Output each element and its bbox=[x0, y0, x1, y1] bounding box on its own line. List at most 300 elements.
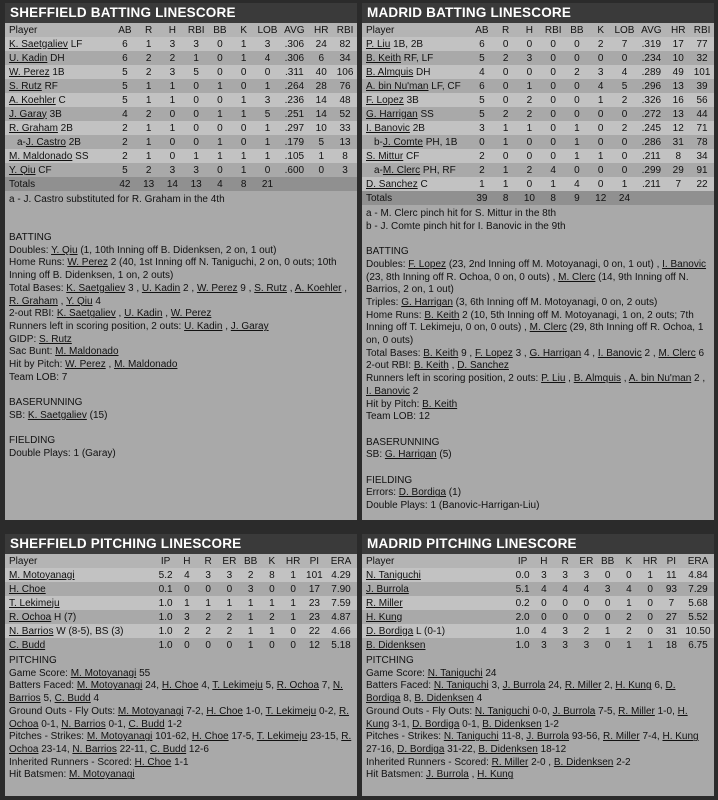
stat-cell: 1 bbox=[137, 37, 161, 51]
stat-cell: 1 bbox=[184, 51, 208, 65]
player-link[interactable]: Y. Qiu bbox=[51, 244, 78, 256]
stat-cell: 1 bbox=[240, 610, 261, 624]
player-link[interactable]: J. Burrola bbox=[502, 680, 546, 692]
stat-cell: 8 bbox=[494, 191, 518, 205]
table-row bbox=[5, 610, 357, 624]
stat-cell: 1 bbox=[240, 596, 261, 610]
stat-cell: 0 bbox=[533, 596, 554, 610]
stat-cell: 1 bbox=[137, 93, 161, 107]
player-link[interactable]: W. Perez bbox=[9, 66, 50, 78]
player-link[interactable]: T. Lekimeju bbox=[265, 705, 317, 717]
stat-cell: 4 bbox=[618, 582, 639, 596]
stat-cell: 16 bbox=[666, 93, 690, 107]
stat-cell: 23 bbox=[304, 610, 325, 624]
player-link[interactable]: N. Taniguchi bbox=[427, 667, 483, 679]
player-link[interactable]: H. Kung bbox=[366, 611, 403, 623]
table-row bbox=[5, 163, 357, 177]
stat-cell: 1 bbox=[283, 596, 304, 610]
stat-cell: 5.18 bbox=[325, 638, 357, 652]
table-row bbox=[362, 624, 714, 638]
stat-cell: 0 bbox=[518, 135, 542, 149]
player-link[interactable]: M. Motoyanagi bbox=[86, 731, 153, 743]
player-link[interactable]: T. Lekimeju bbox=[9, 597, 60, 609]
player-link[interactable]: W. Perez bbox=[196, 282, 238, 294]
player-cell: D. Bordiga L (0-1) bbox=[362, 624, 512, 638]
column-header: BB bbox=[597, 554, 618, 568]
table-row bbox=[5, 37, 357, 51]
stat-cell: .272 bbox=[636, 107, 666, 121]
stat-cell: 4.84 bbox=[682, 568, 714, 582]
player-link[interactable]: F. Lopez bbox=[408, 258, 447, 270]
stat-cell: 6 bbox=[470, 79, 494, 93]
stat-cell: .211 bbox=[636, 149, 666, 163]
player-link[interactable]: W. Perez bbox=[67, 257, 108, 269]
stat-cell: 0 bbox=[541, 93, 565, 107]
stat-cell: 10 bbox=[666, 51, 690, 65]
stat-cell: .211 bbox=[636, 177, 666, 191]
stat-cell: 2 bbox=[618, 624, 639, 638]
table-row bbox=[362, 638, 714, 652]
stat-cell: 39 bbox=[470, 191, 494, 205]
stat-cell: 3 bbox=[533, 568, 554, 582]
player-link[interactable]: M. Maldonado bbox=[114, 359, 178, 371]
stat-cell: 8 bbox=[232, 177, 256, 191]
player-link[interactable]: H. Choe bbox=[206, 705, 243, 717]
stat-cell: 3 bbox=[555, 568, 576, 582]
stat-cell: 1 bbox=[232, 51, 256, 65]
stat-cell: 0 bbox=[565, 79, 589, 93]
player-link[interactable]: J. Garay bbox=[230, 321, 269, 332]
table-row bbox=[5, 121, 357, 135]
player-link[interactable]: J. Burrola bbox=[526, 731, 570, 743]
stat-cell: 0 bbox=[541, 135, 565, 149]
player-link[interactable]: A. Koehler bbox=[9, 94, 56, 106]
player-link[interactable]: B. Keith bbox=[423, 347, 459, 359]
player-link[interactable]: Y. Qiu bbox=[9, 164, 36, 176]
player-link[interactable]: P. Liu bbox=[541, 373, 566, 385]
stat-cell: 3 bbox=[576, 638, 597, 652]
player-link[interactable]: M. Motoyanagi bbox=[9, 569, 75, 581]
stat-cell bbox=[636, 191, 666, 205]
stat-cell: 13 bbox=[666, 107, 690, 121]
stat-cell: 13 bbox=[666, 79, 690, 93]
column-header: IP bbox=[155, 554, 176, 568]
column-header: ERA bbox=[325, 554, 357, 568]
player-cell: P. Liu 1B, 2B bbox=[362, 37, 470, 51]
column-header: H bbox=[161, 23, 185, 37]
player-link[interactable]: R. Miller bbox=[618, 705, 655, 717]
stat-cell: 71 bbox=[690, 121, 714, 135]
player-link[interactable]: K. Saetgaliev bbox=[56, 308, 116, 320]
stat-cell: 0 bbox=[613, 149, 637, 163]
stat-cell bbox=[666, 191, 690, 205]
table-row bbox=[362, 107, 714, 121]
stat-cell: 3 bbox=[184, 37, 208, 51]
stat-cell: 7.90 bbox=[325, 582, 357, 596]
player-link[interactable]: K. Saetgaliev bbox=[9, 38, 68, 50]
player-link[interactable]: W. Perez bbox=[65, 359, 106, 371]
column-header: K bbox=[589, 23, 613, 37]
stat-cell: 5.1 bbox=[512, 582, 533, 596]
stat-cell: 1 bbox=[198, 596, 219, 610]
player-link[interactable]: N. Taniguchi bbox=[433, 680, 489, 692]
stat-cell: 1 bbox=[232, 37, 256, 51]
player-link[interactable]: K. Saetgaliev bbox=[66, 282, 126, 294]
column-header: K bbox=[618, 554, 639, 568]
stat-cell: 1 bbox=[137, 121, 161, 135]
stat-cell: 2 bbox=[113, 121, 137, 135]
player-link[interactable]: S. Rutz bbox=[39, 333, 72, 345]
player-link[interactable]: R. Ochoa bbox=[9, 705, 349, 730]
column-header: RBI bbox=[541, 23, 565, 37]
stat-cell: 7 bbox=[666, 177, 690, 191]
stat-cell: 0 bbox=[232, 121, 256, 135]
stat-cell: 3 bbox=[240, 582, 261, 596]
stat-cell: 3 bbox=[555, 638, 576, 652]
stat-cell: 82 bbox=[333, 37, 357, 51]
player-link[interactable]: C. Budd bbox=[150, 743, 187, 755]
stat-cell: 0 bbox=[576, 610, 597, 624]
player-link[interactable]: D. Bordiga bbox=[398, 487, 447, 499]
player-link[interactable]: J. Burrola bbox=[366, 583, 409, 595]
stat-cell: 0 bbox=[494, 37, 518, 51]
table-row bbox=[362, 610, 714, 624]
table-row bbox=[5, 107, 357, 121]
player-link[interactable]: D. Bordiga bbox=[366, 680, 676, 705]
stat-cell: 0 bbox=[232, 135, 256, 149]
player-link[interactable]: B. Didenksen bbox=[553, 756, 614, 768]
player-link[interactable]: D. Sanchez bbox=[457, 360, 509, 372]
player-link[interactable]: H. Kung bbox=[366, 705, 688, 730]
player-link[interactable]: Y. Qiu bbox=[66, 295, 93, 307]
stat-cell: .234 bbox=[636, 51, 666, 65]
stat-cell: 3 bbox=[176, 610, 197, 624]
player-link[interactable]: R. Graham bbox=[9, 295, 58, 307]
table-header-row bbox=[362, 23, 714, 37]
player-link[interactable]: M. Maldonado bbox=[55, 346, 119, 358]
player-link[interactable]: N. Barrios bbox=[9, 680, 343, 705]
column-header: Player bbox=[5, 23, 113, 37]
batting-table bbox=[362, 23, 714, 205]
table-row bbox=[362, 93, 714, 107]
player-link[interactable]: M. Motoyanagi bbox=[76, 680, 143, 692]
player-link[interactable]: M. Motoyanagi bbox=[69, 769, 135, 781]
player-link[interactable]: U. Kadin bbox=[124, 308, 163, 320]
player-link[interactable]: A. Koehler bbox=[294, 282, 342, 294]
batting-notes: a - J. Castro substituted for R. Graham in the 4th BATTING Doubles: Y. Qiu (1, 10th Inning off B. Didenksen, 2 on, 1 out) Home Runs: W. Perez 2 (40, 1st Inning off N. Taniguchi, 2 on, 0 outs; 10th Inning off B. Didenksen, 1 on, 2 outs) Total Bases: K. Saetgaliev 3 , U. Kadin 2 , W. Perez 9 , S. Rutz , A. Koehler , R. Graham , Y. Qiu 4 2-out RBI: K. Saetgaliev , U. Kadin , W. Perez Runners left in scoring position, 2 outs: U. Kadin , J. Garay GIDP: S. Rutz Sac Bunt: M. Maldonado Hit by Pitch: W. Perez , M. Maldonado Team LOB: 7 BASERUNNING SB: K. Saetgaliev (15) FIELDING Double Plays: 1 (Garay) bbox=[9, 194, 348, 459]
player-link[interactable]: K. Saetgaliev bbox=[27, 409, 87, 421]
player-link[interactable]: N. Barrios bbox=[9, 625, 54, 637]
stat-cell: 48 bbox=[333, 93, 357, 107]
player-cell: R. Ochoa H (7) bbox=[5, 610, 155, 624]
stat-cell: 56 bbox=[690, 93, 714, 107]
player-link[interactable]: R. Ochoa bbox=[9, 611, 52, 623]
player-link[interactable]: A. bin Nu'man bbox=[628, 373, 692, 385]
player-link[interactable]: M. Motoyanagi bbox=[117, 705, 184, 717]
player-cell: B. Almquis DH bbox=[362, 65, 470, 79]
stat-cell: 1 bbox=[494, 177, 518, 191]
player-link[interactable]: M. Clerc bbox=[382, 164, 421, 176]
player-link[interactable]: M. Clerc bbox=[558, 271, 596, 283]
player-link[interactable]: H. Choe bbox=[134, 756, 172, 768]
stat-cell: 2 bbox=[518, 107, 542, 121]
stat-cell: 1 bbox=[208, 79, 232, 93]
stat-cell: 0 bbox=[494, 65, 518, 79]
stat-cell: 0 bbox=[597, 596, 618, 610]
stat-cell: 2 bbox=[137, 107, 161, 121]
player-cell bbox=[362, 568, 512, 582]
stat-cell: 2 bbox=[137, 163, 161, 177]
player-link[interactable]: J. Castro bbox=[25, 136, 66, 148]
stat-cell: 2 bbox=[198, 610, 219, 624]
table-row bbox=[5, 93, 357, 107]
batting-notes: a - M. Clerc pinch hit for S. Mittur in the 8th b - J. Comte pinch hit for I. Banovic in the 9th BATTING Doubles: F. Lopez (23, 2nd Inning off M. Motoyanagi, 0 on, 1 out) , I. Banovic (23, 8th Inning off R. Ochoa, 0 on, 0 outs) , M. Clerc (14, 9th Inning off N. Barrios, 2 on, 1 out) Triples: G. Harrigan (3, 6th Inning off M. Motoyanagi, 0 on, 2 outs) Home Runs: B. Keith 2 (10, 5th Inning off M. Motoyanagi, 1 on, 2 outs; 7th Inning off T. Lekimeju, 0 on, 0 outs) , M. Clerc (29, 8th Inning off R. Ochoa, 1 on, 0 outs) Total Bases: B. Keith 9 , F. Lopez 3 , G. Harrigan 4 , I. Banovic 2 , M. Clerc 6 2-out RBI: B. Keith , D. Sanchez Runners left in scoring position, 2 outs: P. Liu , B. Almquis , A. bin Nu'man 2 , I. Banovic 2 Hit by Pitch: B. Keith Team LOB: 12 BASERUNNING SB: G. Harrigan (5) FIELDING Errors: D. Bordiga (1) Double Plays: 1 (Banovic-Harrigan-Liu) bbox=[366, 208, 707, 512]
stat-cell: 12 bbox=[666, 121, 690, 135]
player-link[interactable]: R. Miller bbox=[564, 680, 602, 692]
stat-cell: 1 bbox=[565, 121, 589, 135]
column-header: Player bbox=[362, 23, 470, 37]
stat-cell: 1 bbox=[161, 93, 185, 107]
player-link[interactable]: D. Bordiga bbox=[366, 625, 414, 637]
stat-cell: 11 bbox=[661, 568, 682, 582]
player-link[interactable]: H. Kung bbox=[615, 680, 652, 692]
player-link[interactable]: J. Comte bbox=[382, 136, 423, 148]
stat-cell: 0 bbox=[541, 51, 565, 65]
stat-cell: 10.50 bbox=[682, 624, 714, 638]
player-link[interactable]: I. Banovic bbox=[597, 347, 642, 359]
column-header: RBI bbox=[333, 23, 357, 37]
stat-cell: 1 bbox=[256, 79, 280, 93]
player-link[interactable]: J. Garay bbox=[9, 108, 47, 120]
stat-cell: 2 bbox=[518, 93, 542, 107]
player-link[interactable]: I. Banovic bbox=[366, 122, 410, 134]
player-link[interactable]: N. Barrios bbox=[72, 743, 117, 755]
stat-cell: 24 bbox=[613, 191, 637, 205]
player-link[interactable]: G. Harrigan bbox=[384, 449, 437, 461]
player-link[interactable]: B. Keith bbox=[366, 52, 402, 64]
stat-cell: 3 bbox=[333, 163, 357, 177]
player-link[interactable]: P. Liu bbox=[366, 38, 391, 50]
stat-cell: 1 bbox=[261, 596, 282, 610]
stat-cell: 14 bbox=[309, 93, 333, 107]
player-link[interactable]: R. Ochoa bbox=[9, 731, 352, 755]
player-link[interactable]: M. Clerc bbox=[658, 347, 696, 359]
stat-cell: 1 bbox=[208, 107, 232, 121]
player-link[interactable]: G. Harrigan bbox=[366, 108, 418, 120]
stat-cell: 8 bbox=[541, 191, 565, 205]
stat-cell: 4 bbox=[576, 582, 597, 596]
player-link[interactable]: N. Barrios bbox=[61, 718, 106, 730]
stat-cell: 5 bbox=[256, 107, 280, 121]
stat-cell: 4 bbox=[208, 177, 232, 191]
table-row bbox=[5, 624, 357, 638]
stat-cell: 0 bbox=[232, 79, 256, 93]
player-link[interactable]: M. Clerc bbox=[529, 322, 567, 334]
stat-cell bbox=[690, 191, 714, 205]
stat-cell: 12 bbox=[589, 191, 613, 205]
stat-cell: 1 bbox=[161, 121, 185, 135]
stat-cell: 14 bbox=[161, 177, 185, 191]
stat-cell: 0 bbox=[184, 135, 208, 149]
player-link[interactable]: R. Miller bbox=[491, 756, 529, 768]
stat-cell: 1 bbox=[494, 163, 518, 177]
player-link[interactable]: B. Keith bbox=[422, 398, 458, 410]
stat-cell: .179 bbox=[279, 135, 309, 149]
stat-cell: 5 bbox=[470, 107, 494, 121]
column-header: K bbox=[232, 23, 256, 37]
stat-cell: 0 bbox=[256, 163, 280, 177]
stat-cell: 0 bbox=[184, 93, 208, 107]
player-link[interactable]: B. Almquis bbox=[573, 373, 621, 385]
table-row bbox=[362, 121, 714, 135]
stat-cell: 0 bbox=[176, 582, 197, 596]
player-link[interactable]: B. Keith bbox=[413, 360, 449, 372]
stat-cell: 0 bbox=[161, 149, 185, 163]
stat-cell: 3 bbox=[533, 638, 554, 652]
stat-cell: 1 bbox=[137, 79, 161, 93]
player-link[interactable]: B. Almquis bbox=[366, 66, 414, 78]
player-link[interactable]: H. Kung bbox=[477, 769, 514, 781]
player-link[interactable]: C. Budd bbox=[128, 718, 165, 730]
stat-cell: 0 bbox=[283, 638, 304, 652]
column-header: R bbox=[494, 23, 518, 37]
player-link[interactable]: H. Choe bbox=[9, 583, 46, 595]
player-link[interactable]: R. Miller bbox=[366, 597, 403, 609]
madrid-batting-panel bbox=[362, 3, 714, 520]
player-link[interactable]: R. Graham bbox=[9, 122, 58, 134]
player-link[interactable]: N. Taniguchi bbox=[474, 705, 530, 717]
player-link[interactable]: S. Mittur bbox=[366, 150, 404, 162]
stat-cell: 1 bbox=[256, 135, 280, 149]
column-header: R bbox=[555, 554, 576, 568]
stat-cell: 4 bbox=[541, 163, 565, 177]
stat-cell: 3 bbox=[256, 93, 280, 107]
table-row bbox=[5, 149, 357, 163]
pitching-table bbox=[5, 554, 357, 652]
player-link[interactable]: H. Kung bbox=[662, 731, 699, 743]
stat-cell: 42 bbox=[113, 177, 137, 191]
stat-cell: 0 bbox=[198, 638, 219, 652]
player-link[interactable]: I. Banovic bbox=[366, 385, 410, 397]
player-link[interactable]: R. Miller bbox=[603, 731, 640, 743]
table-row bbox=[362, 177, 714, 191]
stat-cell: 0 bbox=[597, 610, 618, 624]
panel-title: SHEFFIELD BATTING LINESCORE bbox=[5, 3, 357, 23]
stat-cell: 0 bbox=[494, 79, 518, 93]
stat-cell: 4 bbox=[589, 79, 613, 93]
stat-cell: 1 bbox=[256, 121, 280, 135]
stat-cell: 1 bbox=[256, 149, 280, 163]
player-link[interactable]: I. Banovic bbox=[662, 258, 707, 270]
player-link[interactable]: D. Sanchez bbox=[366, 178, 418, 190]
stat-cell: 0 bbox=[589, 51, 613, 65]
player-link[interactable]: D. Bordiga bbox=[412, 718, 460, 730]
player-link[interactable]: U. Kadin bbox=[184, 321, 223, 332]
stat-cell: 32 bbox=[690, 51, 714, 65]
player-link[interactable]: B. Didenksen bbox=[478, 743, 538, 755]
stat-cell: 2 bbox=[589, 37, 613, 51]
player-link[interactable]: R. Ochoa bbox=[276, 680, 320, 692]
table-row bbox=[362, 568, 714, 582]
player-link[interactable]: C. Budd bbox=[9, 639, 46, 651]
column-header: BB bbox=[208, 23, 232, 37]
stat-cell: 0 bbox=[518, 65, 542, 79]
player-link[interactable]: F. Lopez bbox=[474, 347, 513, 359]
stat-cell: 34 bbox=[333, 51, 357, 65]
column-header: HR bbox=[640, 554, 661, 568]
column-header: K bbox=[261, 554, 282, 568]
stat-cell: 34 bbox=[690, 149, 714, 163]
stat-cell: 0 bbox=[565, 163, 589, 177]
stat-cell: 0 bbox=[589, 177, 613, 191]
player-link[interactable]: F. Lopez bbox=[366, 94, 404, 106]
stat-cell: 1 bbox=[640, 638, 661, 652]
player-link[interactable]: A. bin Nu'man bbox=[366, 80, 429, 92]
player-link[interactable]: C. Budd bbox=[54, 693, 91, 705]
stat-cell: 1 bbox=[565, 149, 589, 163]
player-cell: a-J. Castro 2B bbox=[5, 135, 113, 149]
stat-cell: 1 bbox=[208, 135, 232, 149]
stat-cell: 4.29 bbox=[325, 568, 357, 582]
stat-cell: 0 bbox=[589, 107, 613, 121]
player-link[interactable]: T. Lekimeju bbox=[212, 680, 263, 692]
column-header: RBI bbox=[184, 23, 208, 37]
player-link[interactable]: B. Didenksen bbox=[482, 718, 542, 730]
player-link[interactable]: U. Kadin bbox=[141, 282, 181, 294]
pitching-table bbox=[362, 554, 714, 652]
player-cell bbox=[362, 638, 512, 652]
player-link[interactable]: D. Bordiga bbox=[397, 743, 445, 755]
player-link[interactable]: M. Motoyanagi bbox=[70, 667, 137, 679]
player-link[interactable]: H. Choe bbox=[161, 680, 199, 692]
player-link[interactable]: U. Kadin bbox=[9, 52, 48, 64]
player-link[interactable]: S. Rutz bbox=[9, 80, 42, 92]
player-link[interactable]: H. Choe bbox=[191, 731, 229, 743]
stat-cell: 1 bbox=[232, 149, 256, 163]
stat-cell: .105 bbox=[279, 149, 309, 163]
player-link[interactable]: B. Didenksen bbox=[414, 693, 474, 705]
player-link[interactable]: T. Lekimeju bbox=[256, 731, 308, 743]
stat-cell: 8 bbox=[333, 149, 357, 163]
stat-cell: 2 bbox=[219, 624, 240, 638]
player-link[interactable]: G. Harrigan bbox=[529, 347, 582, 359]
column-header: Player bbox=[5, 554, 155, 568]
stat-cell: 4 bbox=[533, 582, 554, 596]
stat-cell: 0 bbox=[555, 596, 576, 610]
player-link[interactable]: W. Perez bbox=[170, 308, 212, 320]
stat-cell: 1 bbox=[283, 568, 304, 582]
player-link[interactable]: N. Taniguchi bbox=[443, 731, 499, 743]
player-link[interactable]: S. Rutz bbox=[254, 282, 287, 294]
stat-cell: 0 bbox=[576, 596, 597, 610]
stat-cell: 0 bbox=[565, 51, 589, 65]
stat-cell: 1.0 bbox=[155, 596, 176, 610]
table-row bbox=[362, 79, 714, 93]
player-link[interactable]: J. Burrola bbox=[552, 705, 596, 717]
player-link[interactable]: M. Maldonado bbox=[9, 150, 73, 162]
stat-cell: 2 bbox=[576, 624, 597, 638]
player-link[interactable]: N. Taniguchi bbox=[366, 569, 421, 581]
stat-cell: 1 bbox=[597, 624, 618, 638]
player-cell: A. Koehler C bbox=[5, 93, 113, 107]
player-link[interactable]: B. Keith bbox=[424, 309, 460, 321]
stat-cell: 5 bbox=[184, 65, 208, 79]
player-link[interactable]: J. Burrola bbox=[426, 769, 469, 781]
stat-cell: 27 bbox=[661, 610, 682, 624]
player-link[interactable]: G. Harrigan bbox=[401, 296, 453, 308]
stat-cell: 1.0 bbox=[155, 624, 176, 638]
player-link[interactable]: B. Didenksen bbox=[366, 639, 426, 651]
